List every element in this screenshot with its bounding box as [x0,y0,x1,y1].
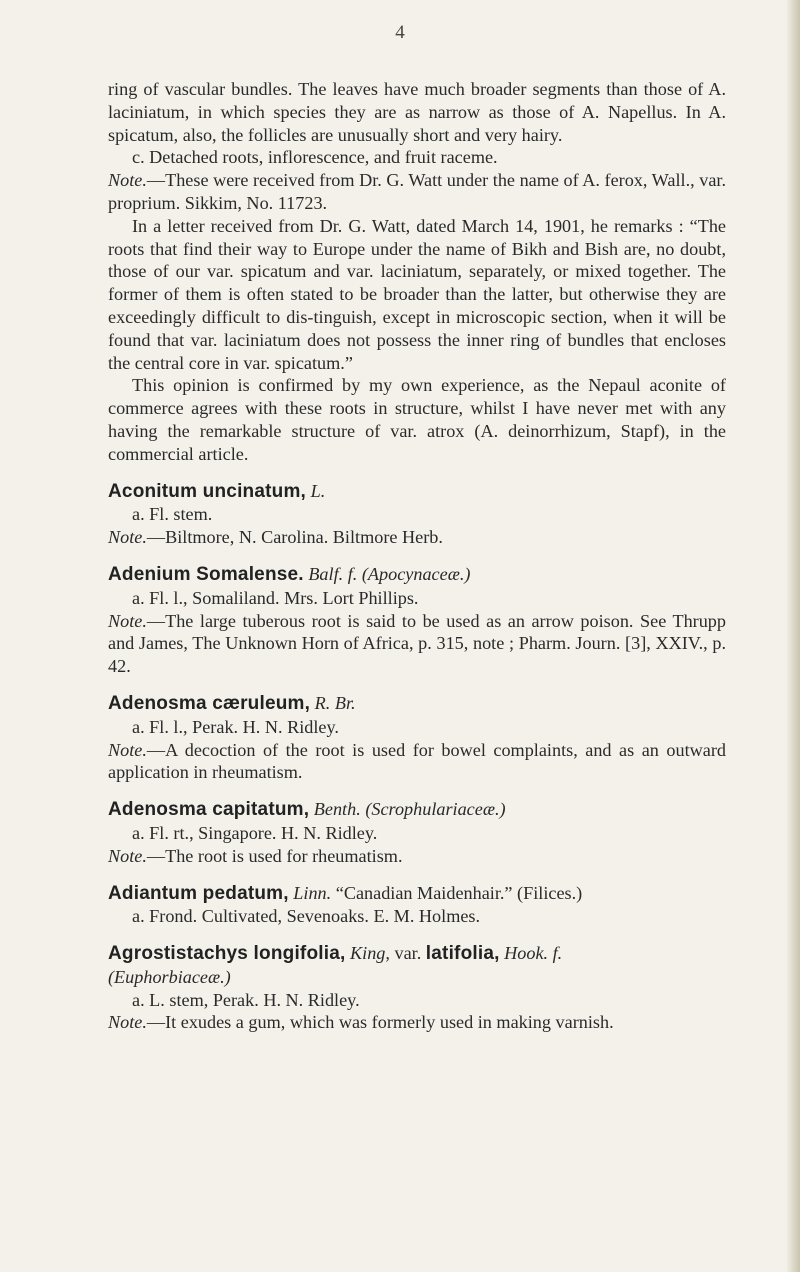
entry-adiantum-pedatum [108,882,726,929]
entry-author: Balf. f. [308,563,358,584]
note-label: Note. [108,1012,147,1033]
entry-common-name: “Canadian Maidenhair.” (Filices.) [335,882,583,903]
entry-adenosma-caeruleum [108,692,726,784]
entry-heading: Adiantum pedatum, [108,882,289,904]
page-edge [786,0,800,1272]
entry-heading: Adenosma capitatum, [108,799,310,821]
note-text: —Biltmore, N. Carolina. Biltmore Herb. [146,527,443,548]
specimen-line: a. Fl. l., Somaliland. Mrs. Lort Phillips. [132,587,419,608]
entry-adenium-somalense [108,563,726,678]
continuation-paragraph: ring of vascular bundles. The leaves have much broader segments than those of A. laciniatum, in which species they are as narrow as those of A. Napellus. In A. spicatum, also, the follicles are unusually short and very hairy. [108,79,726,145]
page-number: 4 [395,22,405,43]
note-label: Note. [108,845,147,866]
entry-heading: Agrostistachys longifolia, [108,943,346,965]
note-text: —The large tuberous root is said to be used as an arrow poison. See Thrupp and James, The Unknown Horn of Africa, p. 315, note ; Pharm. Journ. [3], XXIV., p. 42. [108,610,726,677]
entry-family: (Scrophulariaceæ.) [365,799,506,820]
note-label: Note. [108,527,147,548]
entry-adenosma-capitatum [108,798,726,867]
entry-family: (Apocynaceæ.) [361,563,471,584]
specimen-line: a. Fl. l., Perak. H. N. Ridley. [132,716,339,737]
entry-family: (Euphorbiaceæ.) [108,966,231,987]
entry-author: R. Br. [314,692,356,713]
note-label: Note. [108,610,147,631]
entry-var-prefix: var. [394,943,422,964]
entry-author: L. [310,480,326,501]
entry-variety-author: Hook. f. [504,943,563,964]
entry-author: King, [350,943,390,964]
note-paragraph: In a letter received from Dr. G. Watt, dated March 14, 1901, he remarks : “The roots that find their way to Europe under the name of Bikh and Bish are, no doubt, those of our var. spicatum and var. laciniatum, separately, or mixed together. The former of them is often stated to be broader than the latter, but otherwise they are exceedingly difficult to dis-tinguish, except in microscopic section, when it will be found that var. laciniatum does not possess the inner ring of bundles that encloses the central core in var. spicatum.” [108,215,726,373]
entry-heading: Adenosma cæruleum, [108,692,311,714]
specimen-line: c. Detached roots, inflorescence, and fruit raceme. [132,147,498,168]
note-text: —It exudes a gum, which was formerly used in making varnish. [146,1012,614,1033]
specimen-line: a. Frond. Cultivated, Sevenoaks. E. M. Holmes. [132,906,481,927]
specimen-line: a. Fl. rt., Singapore. H. N. Ridley. [132,822,378,843]
entry-aconitum-uncinatum [108,480,726,549]
note-text: —A decoction of the root is used for bowel complaints, and as an outward application in rheumatism. [108,739,726,783]
entry-author: Linn. [293,882,332,903]
note-label: Note. [108,739,147,760]
specimen-line: a. Fl. stem. [132,504,213,525]
note-text: —These were received from Dr. G. Watt under the name of A. ferox, Wall., var. proprium. Sikkim, No. 11723. [108,170,726,213]
note-text: —The root is used for rheumatism. [146,845,403,866]
entry-variety: latifolia, [425,943,500,965]
entry-heading: Adenium Somalense. [108,563,304,585]
entry-author: Benth. [313,799,361,820]
entry-agrostistachys-longifolia [108,942,726,1034]
specimen-line: a. L. stem, Perak. H. N. Ridley. [132,989,360,1010]
entry-heading: Aconitum uncinatum, [108,480,307,502]
note-label: Note. [108,170,147,191]
page-body [108,78,726,1034]
note-paragraph: This opinion is confirmed by my own experience, as the Nepaul aconite of commerce agrees with these roots in structure, whilst I have never met with any having the remarkable structure of var. atrox (A. deinorrhizum, Stapf), in the commercial article. [108,375,726,464]
